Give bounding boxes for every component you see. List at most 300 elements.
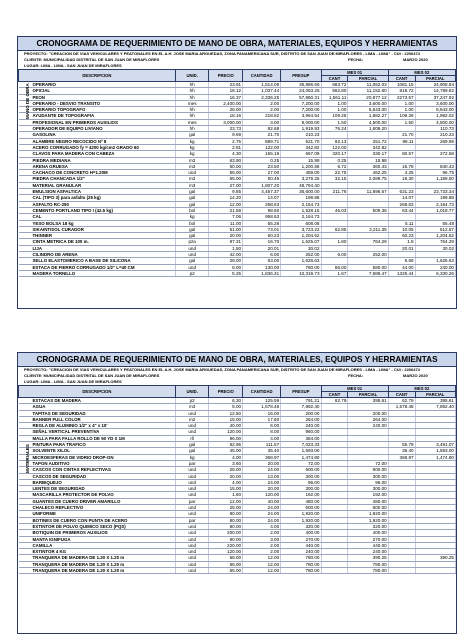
cell-m2-cant: 2273.57 (388, 94, 415, 100)
cell-budget: 1,919.93 (281, 126, 321, 132)
cell-budget: 1,920.00 (281, 511, 321, 517)
cell-budget: 3,279.25 (281, 176, 321, 182)
cell-quantity: 55.28 (243, 220, 281, 226)
cell-m2-cant: 1.8 (388, 239, 415, 245)
cell-description: ALAMBRE NEGRO RECOCIDO Nº 8 (19, 138, 176, 144)
cell-m1-parcial: 240.00 (348, 423, 388, 429)
cell-m2-parcial: 840.43 (415, 163, 455, 169)
cell-m2-parcial: 7,892.40 (415, 404, 455, 410)
cell-budget: 1,204.52 (281, 233, 321, 239)
cell-description: REGLA DE ALUMINIO 1/2" x 4" x 10' (19, 423, 176, 429)
cell-quantity: 268.63 (243, 201, 281, 207)
cell-quantity: 98.50 (243, 207, 281, 213)
cell-m2-cant: 44.00 (388, 264, 415, 270)
cell-unit: gal (175, 201, 209, 207)
cell-budget: 7,200.00 (281, 107, 321, 113)
cell-unit: und (175, 170, 209, 176)
cell-m2-cant: 63.44 (388, 207, 415, 213)
cell-m1-cant: 1.80 (321, 239, 348, 245)
cell-quantity: 130.00 (243, 264, 281, 270)
cell-unit: par (175, 498, 209, 504)
cell-quantity: 60.23 (243, 233, 281, 239)
cell-description: CACHACO DE CONCRETO H=1.20M (19, 170, 176, 176)
header-month-2: MES 02 (388, 70, 455, 76)
cell-unit: mes (175, 119, 209, 125)
cell-description: LENTES DE SEGURIDAD (19, 486, 176, 492)
cell-m2-cant: 60.23 (388, 233, 415, 239)
cell-m2-cant: 818.72 (388, 88, 415, 94)
cell-quantity: 122.00 (243, 144, 281, 150)
cell-quantity: 6.00 (243, 252, 281, 258)
cell-m2-parcial: 14,789.82 (415, 88, 455, 94)
cell-budget: 1,528.15 (281, 207, 321, 213)
cell-unit: gal (175, 258, 209, 264)
cell-unit: und (175, 542, 209, 548)
cell-m1-parcial: 509.36 (348, 207, 388, 213)
cell-budget: 1,474.80 (281, 454, 321, 460)
cell-budget: 780.00 (281, 561, 321, 567)
cell-budget: 1,593.00 (281, 448, 321, 454)
cell-quantity: 4.00 (243, 435, 281, 441)
cell-price: 1.60 (209, 492, 243, 498)
cell-unit: hh (175, 113, 209, 119)
cell-m1-parcial: 390.25 (348, 555, 388, 561)
header-budget: PRESUP (281, 70, 321, 82)
cell-m2-cant: 98.11 (388, 138, 415, 144)
cell-description: EXTINTOR 4 KG (19, 549, 176, 555)
cell-unit: bol (175, 207, 209, 213)
cell-unit: hh (175, 88, 209, 94)
cell-unit: und (175, 486, 209, 492)
cell-price: 12.50 (209, 410, 243, 416)
cell-m2-cant: 21.70 (388, 132, 415, 138)
cell-unit: m3 (175, 176, 209, 182)
cell-m1-parcial: 264.00 (348, 416, 388, 422)
cell-description: OPERADOR DE EQUIPO LIVIANO (19, 126, 176, 132)
cell-m1-parcial: 1,920.00 (348, 511, 388, 517)
cell-budget: 600.00 (281, 467, 321, 473)
cell-quantity: 73.01 (243, 226, 281, 232)
cell-m1-cant (321, 568, 348, 574)
group-label: MANO DE OBRA (25, 83, 30, 119)
cell-m2-cant: 631.23 (388, 189, 415, 195)
cell-quantity: 27.00 (243, 170, 281, 176)
cell-price: 97.31 (209, 239, 243, 245)
cell-price: 65.00 (209, 176, 243, 182)
cell-budget: 264.00 (281, 416, 321, 422)
cell-quantity: 2.00 (243, 542, 281, 548)
cell-m1-parcial: 580.00 (348, 264, 388, 270)
cell-price: 23.91 (209, 82, 243, 88)
cell-price: 6.30 (209, 398, 243, 404)
cell-description: OPERARIO TOPOGRAFO (19, 107, 176, 113)
cell-price: 45.00 (209, 448, 243, 454)
cell-m2-parcial: 30.02 (415, 245, 455, 251)
cell-unit: und (175, 410, 209, 416)
cell-budget: 7,023.33 (281, 442, 321, 448)
cell-m2-cant: 1,578.48 (388, 404, 415, 410)
cell-description: BOTIQUIN DE PRIMEROS AUXILIOS (19, 530, 176, 536)
cell-description: ARENA GRUESA (19, 163, 176, 169)
cell-m1-parcial: 300.00 (348, 486, 388, 492)
date-label: FECHA: (348, 57, 364, 62)
cell-m1-cant: 211.76 (321, 189, 348, 195)
schedule-table (18, 69, 456, 277)
cell-unit: rll (175, 435, 209, 441)
cell-m1-parcial: 3,211.35 (348, 226, 388, 232)
cell-unit: m3 (175, 182, 209, 188)
cell-description: CASCOS DE SEGURIDAD (19, 473, 176, 479)
cell-unit: pza (175, 239, 209, 245)
cell-m1-parcial: 96.00 (348, 479, 388, 485)
cell-price: 65.00 (209, 561, 243, 567)
cell-m1-cant: 92.13 (321, 138, 348, 144)
cell-price: 7.06 (209, 214, 243, 220)
cell-unit: gal (175, 226, 209, 232)
cell-description: SEÑAL VERTICAL PREVENTIVA (19, 429, 176, 435)
cell-unit: und (175, 536, 209, 542)
cell-price: 27.00 (209, 182, 243, 188)
cell-budget: 320.00 (281, 523, 321, 529)
cell-quantity: 35.40 (243, 448, 281, 454)
cell-quantity: 12.00 (243, 568, 281, 574)
cell-quantity: 14.07 (243, 195, 281, 201)
cell-description: YESO BOLSA 18 kg (19, 220, 176, 226)
cell-unit: mes (175, 100, 209, 106)
cell-quantity: 16.70 (243, 239, 281, 245)
table-row (19, 568, 456, 574)
cell-m1-parcial: 342.82 (348, 144, 388, 150)
cell-budget: 9,000.00 (281, 119, 321, 125)
cell-budget: 459.00 (281, 170, 321, 176)
cell-quantity: 218.52 (243, 113, 281, 119)
cell-m1-parcial: 764.29 (348, 239, 388, 245)
cell-quantity: 23.50 (243, 163, 281, 169)
cell-quantity: 4,457.37 (243, 189, 281, 195)
cell-budget: 7,892.40 (281, 404, 321, 410)
cell-price: 96.00 (209, 435, 243, 441)
cell-quantity: 17.60 (243, 416, 281, 422)
cell-m2-cant: 5.66 (388, 258, 415, 264)
cell-quantity: 2.00 (243, 100, 281, 106)
cell-price: 4.00 (209, 479, 243, 485)
cell-description: PIEDRA CHANCADA 1/2" (19, 176, 176, 182)
cell-m1-parcial: 600.00 (348, 467, 388, 473)
cell-m1-parcial: 251.72 (348, 138, 388, 144)
cell-m2-parcial: 269.99 (415, 138, 455, 144)
cell-m1-parcial: 200.00 (348, 410, 388, 416)
cell-budget: 10,319.73 (281, 270, 321, 276)
cell-m1-parcial: 1,809.20 (348, 126, 388, 132)
cell-price: 9.85 (209, 189, 243, 195)
cell-quantity: 4.00 (243, 523, 281, 529)
cell-price: 42.00 (209, 252, 243, 258)
cell-m1-cant: 1.67 (321, 270, 348, 276)
cell-m2-parcial: 96.75 (415, 170, 455, 176)
cell-unit: und (175, 523, 209, 529)
cell-budget: 1,920.00 (281, 517, 321, 523)
cell-m2-parcial: 1,982.02 (415, 113, 455, 119)
cell-quantity: 12.00 (243, 561, 281, 567)
cell-m1-cant: 86.00 (321, 264, 348, 270)
cell-m2-cant: 5.11 (388, 220, 415, 226)
cell-price: 50.00 (209, 163, 243, 169)
cell-description: TAPON AUDITIVO (19, 460, 176, 466)
cell-price: 29.00 (209, 258, 243, 264)
cell-budget: 199.88 (281, 195, 321, 201)
cell-m1-parcial: 72.00 (348, 460, 388, 466)
cell-unit: und (175, 245, 209, 251)
cell-budget: 192.00 (281, 492, 321, 498)
cell-description: CASCOS CON CINTAS REFLECTIVAS (19, 467, 176, 473)
cell-description: AGUA (19, 404, 176, 410)
cell-m1-parcial: 270.00 (348, 536, 388, 542)
cell-m1-cant: 1.00 (321, 107, 348, 113)
cell-quantity: 12.00 (243, 555, 281, 561)
cell-description: CLAVOS PARA MADERA CON CABEZA (19, 151, 176, 157)
cell-m2-cant: 20.01 (388, 245, 415, 251)
cell-m2-cant: 1.00 (388, 100, 415, 106)
cell-price: 2.81 (209, 144, 243, 150)
cell-description: AYUDANTE DE TOPOGRAFIA (19, 113, 176, 119)
cell-unit: par (175, 517, 209, 523)
cell-m1-parcial: 1,982.27 (348, 113, 388, 119)
cell-m2-parcial: 210.23 (415, 132, 455, 138)
cell-unit: und (175, 561, 209, 567)
cell-quantity: 20.00 (243, 486, 281, 492)
cell-m1-cant: 6.00 (321, 252, 348, 258)
cell-m2-cant: 14.07 (388, 195, 415, 201)
cell-m2-cant: 10.05 (388, 226, 415, 232)
cell-quantity: 24.00 (243, 517, 281, 523)
cell-description: SOLVENTE XILOL (19, 448, 176, 454)
cell-m1-parcial: 395.61 (348, 398, 388, 404)
cell-m1-cant: 1,561.11 (321, 94, 348, 100)
cell-price: 9.69 (209, 132, 243, 138)
cell-unit: m3 (175, 404, 209, 410)
cell-price: 80.00 (209, 523, 243, 529)
cell-price: 20.00 (209, 473, 243, 479)
cell-budget: 440.00 (281, 542, 321, 548)
cell-m2-parcial: 2,164.73 (415, 201, 455, 207)
cell-description: ESTACAS DE MADERA (19, 398, 176, 404)
cell-quantity: 368.97 (243, 454, 281, 460)
cell-description: CAL (19, 214, 176, 220)
header-month-1: MES 01 (321, 70, 388, 76)
cell-description: PIEDRA MEDIANA (19, 157, 176, 163)
cell-m1-parcial: 300.00 (348, 473, 388, 479)
cell-m2-parcial: 1,593.00 (415, 448, 455, 454)
cell-quantity: 1,514.09 (243, 82, 281, 88)
header-parcial: PARCIAL (348, 76, 388, 82)
cell-budget: 2,164.73 (281, 201, 321, 207)
cell-budget: 200.00 (281, 410, 321, 416)
header-cant: CANT (321, 76, 348, 82)
cell-price: 62.95 (209, 442, 243, 448)
cell-price: 15.00 (209, 486, 243, 492)
cell-budget: 780.00 (281, 264, 321, 270)
cell-m2-cant: 1.50 (388, 119, 415, 125)
cell-budget: 780.00 (281, 555, 321, 561)
cell-unit: kg (175, 151, 209, 157)
cell-price: 51.00 (209, 226, 243, 232)
header-parcial: PARCIAL (415, 76, 455, 82)
cell-quantity: 20.01 (243, 245, 281, 251)
cell-m1-cant: 562.80 (321, 88, 348, 94)
cell-description: MASCARILLA PROTECTOR DE POLVO (19, 492, 176, 498)
cell-quantity: 0.25 (243, 157, 281, 163)
cell-description: PROFESIONAL EN PRIMEROS AUXILIOS (19, 119, 176, 125)
cell-m1-cant: 45.03 (321, 207, 348, 213)
cell-description: EMULSION ASFALTICA (19, 189, 176, 195)
client-line: CLIENTE: MUNICIPALIDAD DISTRITAL DE SAN JUAN DE MIRAFLORES FECHA: MARZO 2020 (24, 373, 428, 378)
cell-budget: 96.00 (281, 479, 321, 485)
header-cant: CANT (321, 392, 348, 398)
cell-price: 4.00 (209, 454, 243, 460)
cell-quantity: 2.00 (243, 530, 281, 536)
cell-price: 90.00 (209, 536, 243, 542)
cell-description: OPERARIO - DESVIO TRANSITO (19, 100, 176, 106)
cell-unit: hh (175, 82, 209, 88)
cell-m2-cant: 1325.44 (388, 270, 415, 276)
header-unit: UNID. (175, 70, 209, 82)
header-description: DESCRIPCION (19, 70, 176, 82)
cell-description: GUANTES DE CUERO DRIVER AMARILLO (19, 498, 176, 504)
cell-budget: 400.00 (281, 530, 321, 536)
cell-budget: 7,200.00 (281, 100, 321, 106)
cell-unit: und (175, 473, 209, 479)
cell-description: OFICIAL (19, 88, 176, 94)
cell-unit: gal (175, 233, 209, 239)
header-cant: CANT (388, 76, 415, 82)
cell-price: 25.00 (209, 505, 243, 511)
cell-budget: 780.00 (281, 568, 321, 574)
cell-budget: 30.02 (281, 245, 321, 251)
cell-budget: 252.00 (281, 252, 321, 258)
cell-unit: kg (175, 144, 209, 150)
cell-quantity: 20.00 (243, 460, 281, 466)
cell-m2-cant: 80.57 (388, 151, 415, 157)
cell-unit: und (175, 505, 209, 511)
project-line: PROYECTO: "CREACION DE VIAS VEHICULARES Y PEATONALES EN EL A.H. JOSE MARIA ARGUEDAS, ZONA PANAMERICANA SUR, DISTRITO DE SAN JUAN DE MIRAFLORES - LIMA - LIMA" - CUI : 2206474 (24, 367, 420, 372)
cell-price: 6.00 (209, 264, 243, 270)
cell-price: 20.00 (209, 233, 243, 239)
cell-description: BANNER FULL COLOR (19, 416, 176, 422)
cell-m2-parcial: 3,600.00 (415, 100, 455, 106)
cell-description: EXTINTOR DE POLVO QUIMICO SECO (PQS) (19, 523, 176, 529)
header-quantity: CANTIDAD (243, 70, 281, 82)
cell-description: BOTINES DE CUERO CON PUNTA DE ACERO (19, 517, 176, 523)
cell-m2-cant: 16.78 (388, 163, 415, 169)
cell-price: 5.00 (209, 404, 243, 410)
date-value: MARZO 2020 (403, 373, 428, 378)
cell-m2-parcial: 390.25 (415, 555, 455, 561)
cell-price: 18.12 (209, 88, 243, 94)
cell-m2-cant: 368.97 (388, 454, 415, 460)
cell-unit: p2 (175, 270, 209, 276)
cell-price: 65.00 (209, 555, 243, 561)
cell-quantity: 24.00 (243, 467, 281, 473)
cell-m1-cant: 683.72 (321, 82, 348, 88)
cell-description: CHALECO REFLECTIVO (19, 505, 176, 511)
cell-quantity: 1,578.48 (243, 404, 281, 410)
cell-m1-parcial: 3,600.00 (348, 100, 388, 106)
header-parcial: PARCIAL (415, 392, 455, 398)
cell-budget: 240.00 (281, 423, 321, 429)
cell-m2-parcial: 3,491.07 (415, 442, 455, 448)
cell-unit: und (175, 555, 209, 561)
cell-m1-parcial: 440.00 (348, 542, 388, 548)
cell-description: CINTA METRICA DE 100 m. (19, 239, 176, 245)
cell-m2-cant: 62.79 (388, 398, 415, 404)
cell-m1-parcial: 330.17 (348, 151, 388, 157)
cell-price: 12.00 (209, 201, 243, 207)
cell-budget: 270.00 (281, 536, 321, 542)
table-body (19, 82, 456, 277)
cell-unit: und (175, 467, 209, 473)
cell-quantity: 958.63 (243, 214, 281, 220)
date-label: FECHA: (348, 373, 364, 378)
cell-m2-parcial (415, 568, 455, 574)
cell-description: CEMENTO PORTLAND TIPO I (42.5 kg) (19, 207, 176, 213)
header-budget: PRESUP (281, 386, 321, 398)
cell-description: BARBIQUEJO (19, 479, 176, 485)
cell-price: 63.90 (209, 157, 243, 163)
cell-quantity: 63.00 (243, 258, 281, 264)
cell-unit: gal (175, 195, 209, 201)
cell-unit: hh (175, 126, 209, 132)
cell-m1-cant: 6.72 (321, 163, 348, 169)
cell-m2-cant: 55.79 (388, 442, 415, 448)
cell-m2-cant: 109.26 (388, 113, 415, 119)
cell-description: TRANQUERA DE MADERA DE 1.20 X 1.20 m (19, 568, 176, 574)
cell-unit: hh (175, 107, 209, 113)
cell-description: MICROESFERAS DE VIDRIO DROP-ON (19, 454, 176, 460)
cell-price: 55.00 (209, 170, 243, 176)
cell-m1-parcial: 11,062.03 (348, 82, 388, 88)
cell-description: LIJA (19, 245, 176, 251)
cell-m2-parcial: 1,189.50 (415, 176, 455, 182)
cell-quantity: 13.00 (243, 473, 281, 479)
cell-m1-parcial: 192.00 (348, 492, 388, 498)
cell-description: MANTA IGNIFUGA (19, 536, 176, 542)
cell-m2-parcial: 764.29 (415, 239, 455, 245)
cell-budget: 72.00 (281, 460, 321, 466)
cell-budget: 342.82 (281, 144, 321, 150)
cell-unit: gal (175, 189, 209, 195)
cell-description: CAMILLA (19, 542, 176, 548)
cell-m2-parcial: 24,908.94 (415, 82, 455, 88)
cell-description: SELLO ELASTOMERICO A BASE DE SILICONA (19, 258, 176, 264)
cell-description: GASOLINA (19, 132, 176, 138)
cell-budget: 35,886.66 (281, 82, 321, 88)
cell-description: MATERIAL GRANULAR (19, 182, 176, 188)
cell-unit: und (175, 479, 209, 485)
cell-quantity: 40.00 (243, 498, 281, 504)
cell-budget: 300.00 (281, 486, 321, 492)
cell-m2-parcial: 1,474.80 (415, 454, 455, 460)
cell-unit: kg (175, 138, 209, 144)
cell-quantity: 889.71 (243, 138, 281, 144)
cell-m1-parcial: 15.98 (348, 157, 388, 163)
cell-m1-parcial: 5,643.00 (348, 107, 388, 113)
cell-m2-parcial: 55.48 (415, 220, 455, 226)
cell-m1-cant: 22.75 (321, 170, 348, 176)
cell-description: PINTURA PARA TRAFICO (19, 442, 176, 448)
cell-m1-parcial: 4,500.00 (348, 119, 388, 125)
header-month-2: MES 02 (388, 386, 455, 392)
cell-m1-parcial: 252.00 (348, 252, 388, 258)
